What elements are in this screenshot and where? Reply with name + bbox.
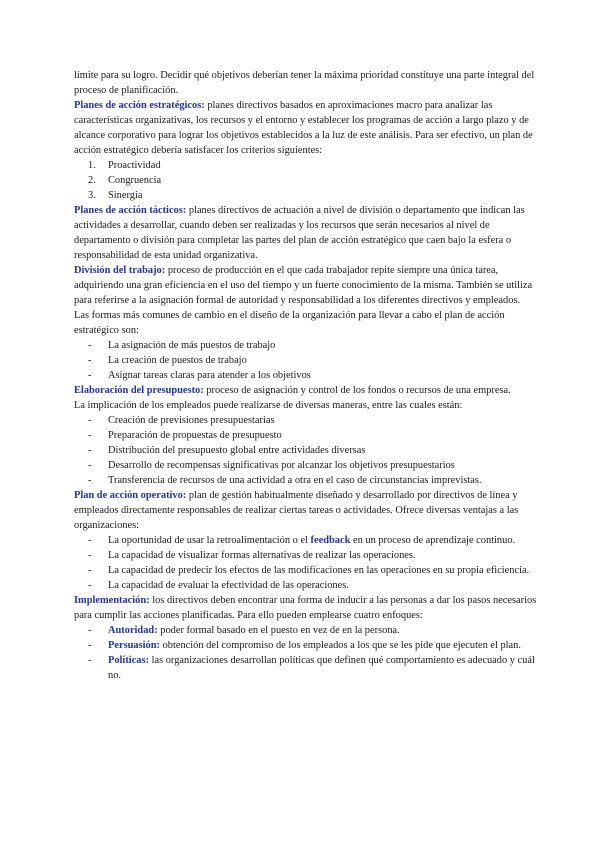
list-item-text [108,640,521,651]
list-marker: - [88,625,92,636]
term-estrategicos: Planes de acción estratégicos: [74,100,205,111]
paragraph-operativo [74,488,540,533]
paragraph-implicacion: La implicación de los empleados puede realizarse de diversas maneras, entre las cuales están: [74,400,463,411]
term-implementacion: Implementación: [74,595,150,606]
list-marker: 2. [88,175,96,186]
term-politicas: Políticas: [108,655,149,666]
list-criterios [74,158,540,203]
list-item-text: La capacidad de predecir los efectos de las modificaciones en las operaciones en su propia eficiencia. [108,565,530,576]
list-item [74,578,540,593]
list-marker: - [88,550,92,561]
list-item-text: Sinergia [108,190,143,201]
list-item [74,368,540,383]
text-presupuesto: proceso de asignación y control de los fondos o recursos de una empresa. [203,385,511,396]
paragraph-cambio: Las formas más comunes de cambio en el diseño de la organización para llevar a cabo el plan de acción estratégico son: [74,310,505,336]
list-item-text: La capacidad de evaluar la efectividad de las operaciones. [108,580,349,591]
list-item-text: Distribución del presupuesto global entre actividades diversas [108,445,366,456]
list-item [74,443,540,458]
paragraph-division [74,263,540,308]
list-marker: - [88,355,92,366]
term-presupuesto: Elaboración del presupuesto: [74,385,204,396]
list-item-text: Desarrollo de recompensas significativas por alcanzar los objetivos presupuestarios [108,460,455,471]
list-marker: - [88,370,92,381]
list-implicacion [74,413,540,488]
text-estrategicos: planes directivos basados en aproximaciones macro para analizar las características organizativas, los recursos y el entorno y establecer los programas de acción a largo plazo y de alcance corporativo para lograr los objetivos establecidos a la luz de este análisis. Para ser efectivo, un plan de acción estratégico debería satisfacer los criterios siguientes: [74,100,533,156]
paragraph-estrategicos [74,98,540,158]
term-division: División del trabajo: [74,265,166,276]
list-marker: - [88,580,92,591]
list-marker: - [88,445,92,456]
term-autoridad: Autoridad: [108,625,158,636]
list-item-text: La capacidad de visualizar formas alternativas de realizar las operaciones. [108,550,416,561]
list-marker: - [88,340,92,351]
list-marker: 1. [88,160,96,171]
list-item [74,548,540,563]
list-item [74,338,540,353]
text-division: proceso de producción en el que cada trabajador repite siempre una única tarea, adquiriendo una gran eficiencia en el uso del tiempo y un fuerte conocimiento de la misma. También se utiliza para referirse a la asignación formal de autoridad y responsabilidad a los diferentes directivos y empleados. [74,265,533,306]
list-item [74,188,540,203]
paragraph-implementacion [74,593,540,623]
list-marker: - [88,640,92,651]
list-item [74,458,540,473]
list-marker: - [88,415,92,426]
feedback-post: en un proceso de aprendizaje continuo. [350,535,516,546]
list-item [74,563,540,578]
list-marker: - [88,535,92,546]
list-item [74,473,540,488]
intro-paragraph: límite para su logro. Decidir qué objetivos deberían tener la máxima prioridad constituye una parte integral del proceso de planificación. [74,70,535,96]
list-operativo [74,533,540,593]
list-item-text [108,535,515,546]
list-item-text: Creación de previsiones presupuestarias [108,415,275,426]
text-implementacion: los directivos deben encontrar una forma de inducir a las personas a dar los pasos necesarios para cumplir las acciones planificadas. Para ello pueden emplearse cuatro enfoques: [74,595,537,621]
list-marker: 3. [88,190,96,201]
term-feedback: feedback [310,535,351,546]
text-tacticos: planes directivos de actuación a nivel de división o departamento que indican las actividades a desarrollar, cuando deben ser realizadas y los recursos que serán necesarios al nivel de departamento o división para completar las partes del plan de acción estratégico que caen bajo la esfera o responsabilidad de esta unidad organizativa. [74,205,525,261]
text-operativo: plan de gestión habitualmente diseñado y desarrollado por directivos de línea y empleados directamente responsables de realizar ciertas tareas o actividades. Ofrece diversas ventajas a las organizaciones: [74,490,519,531]
list-item-text [108,655,535,681]
list-item-text: La creación de puestos de trabajo [108,355,247,366]
list-item [74,173,540,188]
list-marker: - [88,565,92,576]
text-autoridad: poder formal basado en el puesto en vez de en la persona. [157,625,400,636]
list-item [74,623,540,638]
list-marker: - [88,460,92,471]
list-item-text: Transferencia de recursos de una actividad a otra en el caso de circunstancias imprevistas. [108,475,482,486]
list-item-text: Preparación de propuestas de presupuesto [108,430,282,441]
list-item [74,653,540,683]
list-enfoques [74,623,540,683]
list-item [74,413,540,428]
list-item-text: La asignación de más puestos de trabajo [108,340,276,351]
paragraph-tacticos [74,203,540,263]
list-marker: - [88,655,92,666]
feedback-pre: La oportunidad de usar la retroalimentación o el [108,535,311,546]
list-item [74,428,540,443]
list-marker: - [88,475,92,486]
list-item [74,353,540,368]
list-item-text: Congruencia [108,175,162,186]
list-item [74,533,540,548]
text-politicas: las organizaciones desarrollan políticas que definen qué comportamiento es adecuado y cuál no. [108,655,535,681]
term-tacticos: Planes de acción tácticos: [74,205,187,216]
list-item-text [108,625,400,636]
list-marker: - [88,430,92,441]
term-operativo: Plan de acción operativo: [74,490,187,501]
list-item [74,158,540,173]
text-persuasion: obtención del compromiso de los empleados a los que se les pide que ejecuten el plan. [159,640,521,651]
list-cambio [74,338,540,383]
term-persuasion: Persuasión: [108,640,160,651]
list-item [74,638,540,653]
paragraph-presupuesto [74,383,540,398]
list-item-text: Proactividad [108,160,161,171]
list-item-text: Asignar tareas claras para atender a los objetivos [108,370,311,381]
